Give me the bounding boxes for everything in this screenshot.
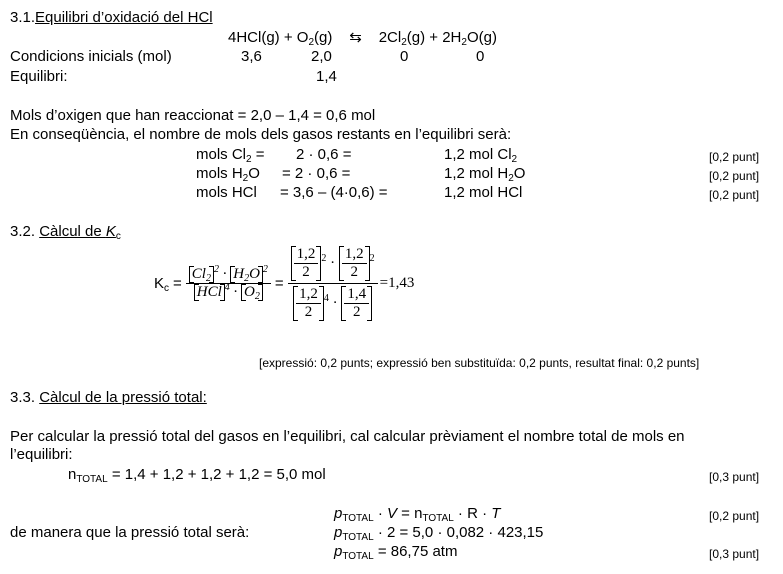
initial-value-h2o: 0 (476, 48, 485, 65)
consequence-line: En conseqüència, el nombre de mols dels gasos restants en l’equilibri serà: (10, 126, 512, 143)
pressure-result (334, 543, 457, 561)
sym-hcl: HCl (196, 283, 222, 300)
row-hcl-label: mols HCl (196, 184, 257, 201)
section-title-k: K (105, 223, 116, 240)
frac-num: 1,2 (296, 286, 321, 304)
pv-equation (334, 505, 500, 523)
oxygen-reacted-line: Mols d’oxigen que han reaccionat = 2,0 – 1,4 = 0,6 mol (10, 107, 376, 124)
row-sub: 2 (508, 173, 514, 184)
reaction-right-end: O(g) (466, 29, 497, 46)
initial-conditions-label: Condicions inicials (mol) (10, 48, 172, 65)
p-symbol: p (334, 543, 343, 560)
row-cl2-label (196, 146, 265, 164)
row-sub: 2 (511, 154, 518, 165)
sym-h: H (233, 265, 245, 282)
row-hcl-points: [0,2 punt] (709, 188, 760, 202)
section-title: Càlcul de la pressió total: (39, 389, 207, 406)
sym-sub: 2 (254, 290, 260, 302)
dot: · (222, 265, 227, 282)
row-cl2-points: [0,2 punt] (709, 150, 760, 164)
dot: · (330, 254, 336, 271)
reaction-right: 2Cl (378, 29, 402, 46)
frac-num: 1,2 (294, 246, 319, 264)
kc-equals-2: = (274, 274, 284, 292)
row-sub: 2 (242, 173, 249, 184)
frac-den: 2 (350, 263, 359, 280)
section-title-text: Càlcul de (39, 223, 106, 240)
bracket-cl2 (189, 266, 214, 283)
bracket-hcl (194, 284, 225, 301)
reaction-right-mid: (g) + 2H (406, 29, 462, 46)
reaction-equation (228, 29, 497, 47)
frac-f3 (296, 286, 321, 321)
reaction-sub: 2 (461, 37, 467, 48)
frac-num: 1,4 (344, 286, 369, 304)
equilibrium-value-o2: 1,4 (316, 68, 337, 85)
reaction-left: 4HCl(g) + O (228, 29, 309, 46)
frac-f4 (344, 286, 369, 321)
kc-k: K (154, 274, 165, 292)
row-label: mols Cl (196, 146, 247, 163)
frac-den: 2 (302, 263, 310, 280)
exp: 2 (369, 252, 375, 264)
section-3-2-heading (10, 223, 121, 241)
kc-result: =1,43 (379, 274, 415, 291)
frac-den: 2 (304, 303, 313, 320)
p-sub: TOTAL (342, 532, 374, 543)
dot: · (233, 283, 238, 300)
row-result-end: O (513, 165, 526, 182)
row-label-end: = (251, 146, 265, 163)
pv-points: [0,2 punt] (709, 509, 760, 523)
bracket-h2o (230, 266, 263, 283)
reaction-sub: 2 (401, 37, 407, 48)
ntotal-n: n (68, 466, 77, 483)
frac-num: 1,2 (342, 246, 367, 264)
row-label-end: O (248, 165, 260, 182)
exp: 2 (321, 252, 327, 264)
sym-cl: Cl (191, 265, 206, 282)
section-number: 3.2. (10, 223, 36, 240)
row-cl2-expr: 2 · 0,6 = (296, 146, 352, 163)
section-number: 3.1. (10, 9, 36, 26)
exp: 2 (213, 263, 219, 275)
section-3-1-heading (10, 9, 213, 27)
p-symbol: p (334, 505, 343, 522)
kc-equation (154, 243, 414, 323)
section-3-3-heading (10, 389, 207, 407)
exp: 4 (323, 292, 329, 304)
kc-substituted (288, 246, 378, 321)
bracket-f4 (341, 286, 372, 321)
kc-sub-denominator (290, 284, 375, 321)
reaction-left-end: (g) (314, 29, 333, 46)
bracket-f3 (293, 286, 324, 321)
ntotal-sub: TOTAL (76, 474, 108, 485)
frac-den: 2 (353, 303, 361, 320)
kc-equals: = (173, 274, 182, 292)
kc-denominator (191, 281, 266, 302)
row-label: mols H (196, 165, 243, 182)
section-title (39, 223, 121, 240)
row-hcl-result: 1,2 mol HCl (444, 184, 523, 201)
exp: 4 (224, 281, 230, 293)
sym-sub: 2 (244, 272, 250, 284)
kc-label (154, 275, 169, 292)
pressure-result-expr: = 86,75 atm (373, 543, 458, 560)
row-result: 1,2 mol H (444, 165, 509, 182)
row-result: 1,2 mol Cl (444, 146, 512, 163)
section-title: Equilibri d’oxidació del HCl (35, 9, 213, 26)
row-h2o-points: [0,2 punt] (709, 169, 760, 183)
initial-value-cl2: 0 (400, 48, 409, 65)
p-sub: TOTAL (342, 513, 374, 524)
row-h2o-expr: = 2 · 0,6 = (282, 165, 351, 182)
row-h2o-label (196, 165, 260, 183)
row-cl2-result (444, 146, 517, 164)
pressure-lead: de manera que la pressió total serà: (10, 524, 250, 541)
intro-line-2: l’equilibri: (10, 446, 73, 463)
t-symbol: T (491, 505, 501, 522)
reaction-sub: 2 (308, 37, 314, 48)
p-sub: TOTAL (342, 551, 374, 562)
kc-sub: c (164, 282, 170, 294)
sym-o2: O (244, 283, 255, 300)
bracket-o2 (241, 284, 263, 301)
n-sub: TOTAL (422, 513, 454, 524)
equilibrium-label: Equilibri: (10, 68, 68, 85)
intro-line-1: Per calcular la pressió total del gasos en l’equilibri, cal calcular prèviament el nombre total de mols en (10, 428, 685, 445)
initial-value-hcl: 3,6 (241, 48, 262, 65)
sym-o: O (249, 265, 260, 282)
bracket-f1 (291, 246, 322, 281)
initial-value-o2: 2,0 (311, 48, 332, 65)
exp: 2 (262, 263, 268, 275)
dot: · (332, 294, 338, 311)
pressure-result-points: [0,3 punt] (709, 547, 760, 561)
section-title-k-sub: c (115, 231, 121, 242)
kc-points: [expressió: 0,2 punts; expressió ben substituïda: 0,2 punts, resultat final: 0,2 punts] (259, 356, 700, 370)
pressure-sub-expr: · 2 = 5,0 · 0,082 · 423,15 (373, 524, 544, 541)
sym-sub: 2 (205, 272, 211, 284)
pressure-substitution (334, 524, 543, 542)
pv-dot: · (373, 505, 387, 522)
frac-f2 (342, 246, 367, 281)
ntotal-line (68, 466, 326, 484)
section-number: 3.3. (10, 389, 36, 406)
kc-sub-numerator (288, 246, 378, 284)
ntotal-points: [0,3 punt] (709, 470, 760, 484)
frac-f1 (294, 246, 319, 281)
ntotal-expr: = 1,4 + 1,2 + 1,2 + 1,2 = 5,0 mol (107, 466, 326, 483)
pv-eq: = n (397, 505, 423, 522)
p-symbol: p (334, 524, 343, 541)
bracket-f2 (339, 246, 370, 281)
equilibrium-arrow-icon: ⇆ (349, 29, 362, 46)
v-symbol: V (387, 505, 398, 522)
row-h2o-result (444, 165, 525, 183)
row-hcl-expr: = 3,6 – (4·0,6) = (280, 184, 388, 201)
row-sub: 2 (246, 154, 252, 165)
pv-r: · R · (453, 505, 492, 522)
kc-expression (186, 263, 271, 302)
